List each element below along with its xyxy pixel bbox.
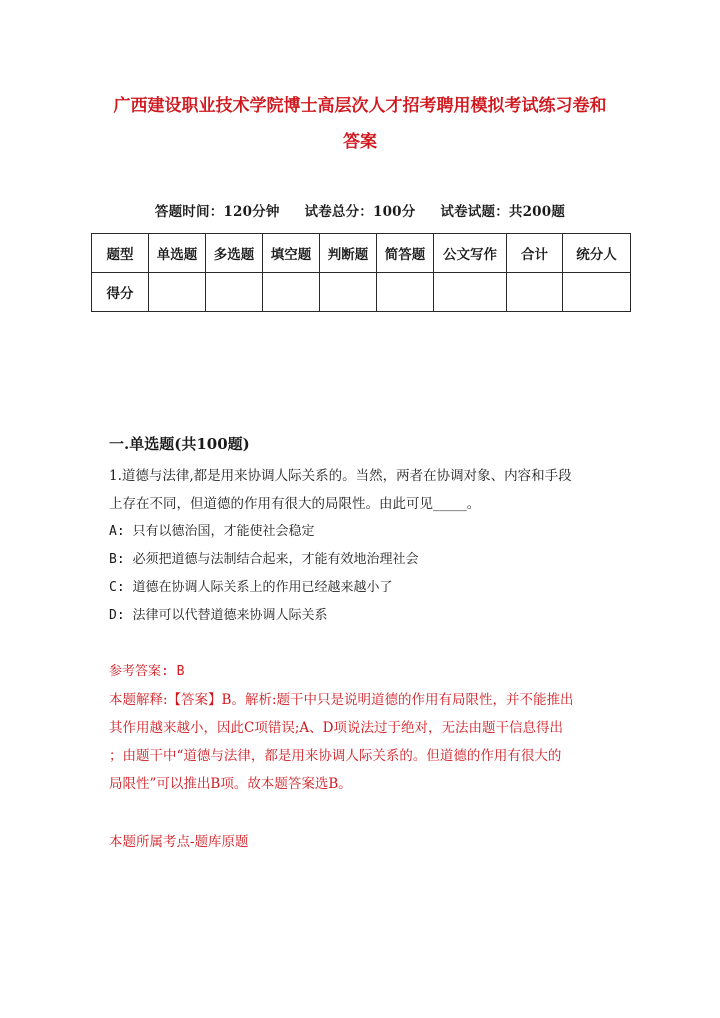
score-cell bbox=[507, 273, 563, 312]
score-header-cell: 统分人 bbox=[563, 234, 631, 273]
score-cell bbox=[149, 273, 206, 312]
score-header-cell: 多选题 bbox=[206, 234, 263, 273]
score-header-cell: 简答题 bbox=[377, 234, 434, 273]
exam-total-score: 试卷总分：100分 bbox=[304, 204, 416, 220]
explanation-line-2: 其作用越来越小，因此C项错误;A、D项说法过于绝对，无法由题干信息得出 bbox=[109, 720, 563, 736]
score-header-cell: 填空题 bbox=[263, 234, 320, 273]
question-stem-line-1: 1.道德与法律,都是用来协调人际关系的。当然，两者在协调对象、内容和手段 bbox=[109, 468, 572, 484]
topic-note: 本题所属考点-题库原题 bbox=[109, 834, 249, 850]
document-title-line-2: 答案 bbox=[343, 132, 377, 152]
option-a: A: 只有以德治国，才能使社会稳定 bbox=[109, 524, 315, 539]
score-cell bbox=[563, 273, 631, 312]
explanation-line-4: 局限性”可以推出B项。故本题答案选B。 bbox=[109, 776, 352, 792]
option-d: D: 法律可以代替道德来协调人际关系 bbox=[109, 608, 328, 623]
score-table-score-row bbox=[92, 273, 631, 312]
option-b: B: 必须把道德与法制结合起来，才能有效地治理社会 bbox=[109, 552, 419, 567]
document-title-line-1: 广西建设职业技术学院博士高层次人才招考聘用模拟考试练习卷和 bbox=[113, 96, 607, 116]
explanation-line-3: ；由题干中“道德与法律，都是用来协调人际关系的。但道德的作用有很大的 bbox=[109, 748, 562, 764]
section-heading: 一.单选题(共100题) bbox=[109, 435, 250, 453]
score-header-cell: 单选题 bbox=[149, 234, 206, 273]
score-header-cell: 合计 bbox=[507, 234, 563, 273]
exam-time: 答题时间：120分钟 bbox=[154, 204, 280, 220]
score-cell bbox=[320, 273, 377, 312]
explanation-line-1: 本题解释:【答案】B。解析:题干中只是说明道德的作用有局限性，并不能推出 bbox=[109, 692, 574, 708]
score-cell bbox=[263, 273, 320, 312]
score-row-label: 得分 bbox=[92, 273, 149, 312]
reference-answer: 参考答案: B bbox=[109, 664, 185, 679]
score-header-cell: 判断题 bbox=[320, 234, 377, 273]
question-stem-line-2: 上存在不同，但道德的作用有很大的局限性。由此可见_____。 bbox=[109, 496, 481, 512]
score-header-cell: 公文写作 bbox=[434, 234, 507, 273]
score-cell bbox=[377, 273, 434, 312]
option-c: C: 道德在协调人际关系上的作用已经越来越小了 bbox=[109, 580, 393, 595]
score-table-header-row bbox=[92, 234, 631, 273]
score-header-cell: 题型 bbox=[92, 234, 149, 273]
score-table bbox=[91, 233, 631, 312]
exam-meta bbox=[0, 200, 720, 220]
score-cell bbox=[206, 273, 263, 312]
score-cell bbox=[434, 273, 507, 312]
exam-question-count: 试卷试题：共200题 bbox=[440, 204, 566, 220]
